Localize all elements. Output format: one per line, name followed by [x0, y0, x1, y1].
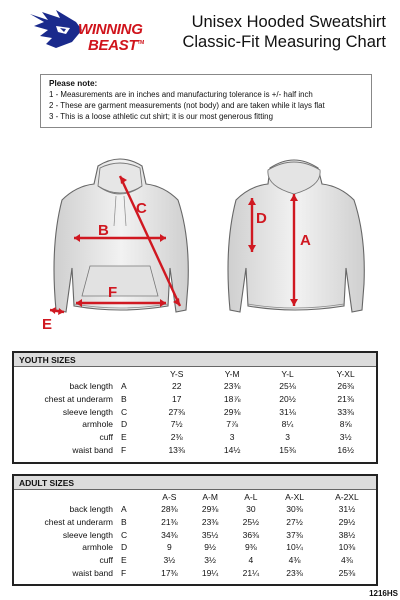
size-header: A-L: [244, 491, 258, 502]
measurement-value: 25⅜: [338, 567, 356, 578]
size-header: A-XL: [285, 491, 304, 502]
measurement-label: chest at underarm: [44, 394, 113, 405]
measurement-value: 4: [248, 555, 254, 566]
measurement-label: waist band: [72, 444, 113, 455]
measurement-value: 28⅜: [161, 504, 178, 515]
measurement-value: 35½: [201, 529, 219, 540]
measurement-code: D: [121, 542, 128, 553]
adult-size-grid: [14, 490, 376, 579]
size-header: Y-XL: [336, 368, 355, 379]
measurement-code: C: [121, 406, 128, 417]
size-header: Y-S: [170, 368, 184, 379]
note-line-2: 2 - These are garment measurements (not body) and are taken while it lays flat: [49, 101, 325, 110]
size-header: Y-M: [224, 368, 240, 379]
measurement-value: 3½: [163, 555, 176, 566]
table-row: [14, 528, 376, 541]
measurement-value: 22: [171, 381, 182, 392]
measurement-code: B: [121, 394, 127, 405]
measurement-label: armhole: [82, 419, 113, 430]
dimension-label-b: B: [98, 222, 109, 239]
dimension-label-a: A: [300, 232, 311, 249]
measurement-value: 2⅜: [170, 432, 183, 443]
measurement-value: 4⅜: [340, 555, 353, 566]
measurement-value: 37⅜: [286, 529, 303, 540]
measurement-value: 16½: [337, 444, 354, 455]
table-row: [14, 516, 376, 529]
measurement-value: 21⅜: [337, 394, 354, 405]
measurement-label: armhole: [82, 542, 113, 553]
table-row: [14, 566, 376, 579]
measurement-value: 27½: [286, 517, 303, 528]
measurement-value: 7⅞: [226, 419, 239, 430]
front-view-diagram: [38, 156, 203, 333]
size-header-row: [14, 367, 376, 380]
measurement-value: 10¼: [286, 542, 303, 553]
measurement-value: 9⅜: [244, 542, 257, 553]
brand-line2: [88, 37, 144, 54]
measurement-code: E: [121, 555, 127, 566]
measurement-code: A: [121, 504, 127, 515]
brand-line1: WINNING: [78, 21, 143, 38]
back-view-diagram: [214, 156, 379, 326]
notes-title: Please note:: [49, 79, 98, 88]
measurement-value: 17⅜: [161, 567, 178, 578]
measurement-value: 8⅝: [339, 419, 352, 430]
table-row: [14, 541, 376, 554]
adult-sizes-title: ADULT SIZES: [14, 476, 376, 490]
measurement-value: 30⅜: [286, 504, 303, 515]
measurement-value: 36⅜: [242, 529, 260, 540]
measurement-code: F: [121, 444, 127, 455]
measurement-value: 7½: [170, 419, 183, 430]
measurement-label: cuff: [99, 432, 113, 443]
measurement-value: 29⅜: [201, 504, 219, 515]
measurement-value: 20½: [279, 394, 296, 405]
youth-sizes-title: YOUTH SIZES: [14, 353, 376, 367]
trademark-mark: TM: [137, 40, 144, 46]
measurement-code: E: [121, 432, 127, 443]
measurement-label: back length: [69, 381, 113, 392]
table-row: [14, 393, 376, 406]
measurement-code: B: [121, 517, 127, 528]
measurement-value: 14½: [223, 444, 241, 455]
measurement-code: C: [121, 529, 128, 540]
size-header: Y-L: [281, 368, 294, 379]
title-line1: Unisex Hooded Sweatshirt: [191, 13, 386, 31]
measurement-code: F: [121, 567, 127, 578]
measurement-value: 30: [246, 504, 256, 515]
measurement-value: 8¼: [281, 419, 294, 430]
measurement-value: 33⅜: [337, 406, 354, 417]
dimension-label-e: E: [42, 316, 53, 333]
youth-sizes-table: [12, 351, 378, 464]
measurement-label: sleeve length: [62, 529, 113, 540]
measurement-value: 3: [229, 432, 235, 443]
table-row: [14, 443, 376, 456]
hoodie-back-illustration: [214, 156, 379, 326]
measurement-value: 4⅜: [288, 555, 301, 566]
measurement-value: 10⅜: [338, 542, 356, 553]
measurement-value: 29½: [338, 517, 356, 528]
measurement-value: 23⅜: [286, 567, 303, 578]
measurement-value: 3½: [204, 555, 217, 566]
measurement-label: cuff: [99, 555, 113, 566]
measurement-value: 38½: [338, 529, 356, 540]
measurement-value: 26⅜: [337, 381, 354, 392]
measurement-value: 9: [167, 542, 172, 553]
measurement-value: 31½: [338, 504, 356, 515]
table-row: [14, 380, 376, 393]
page-title: [182, 12, 386, 52]
measurement-value: 19¼: [201, 567, 219, 578]
measurement-value: 3½: [339, 432, 352, 443]
dimension-label-f: F: [108, 284, 118, 301]
measurement-value: 25⅛: [279, 381, 296, 392]
brand-line2-text: BEAST: [88, 37, 138, 54]
adult-sizes-table: [12, 474, 378, 586]
measurement-value: 27⅜: [168, 406, 185, 417]
measurement-value: 18⅞: [223, 394, 241, 405]
measurement-value: 21¼: [242, 567, 260, 578]
measurement-value: 13⅜: [168, 444, 185, 455]
measurement-value: 23⅜: [201, 517, 219, 528]
notes-box: [40, 74, 372, 128]
measurement-value: 34⅜: [161, 529, 178, 540]
product-code: 1216HS: [369, 589, 398, 598]
table-row: [14, 431, 376, 444]
note-line-1: 1 - Measurements are in inches and manufacturing tolerance is +/- half inch: [49, 90, 313, 99]
measurement-label: waist band: [72, 567, 113, 578]
size-header: A-M: [202, 491, 218, 502]
size-header: A-2XL: [335, 491, 359, 502]
dimension-label-c: C: [136, 200, 147, 217]
size-header-row: [14, 490, 376, 503]
table-row: [14, 418, 376, 431]
size-header: A-S: [162, 491, 177, 502]
dimension-label-d: D: [256, 210, 267, 227]
table-row: [14, 554, 376, 567]
brand-logo: [26, 8, 166, 54]
measurement-value: 23⅜: [223, 381, 241, 392]
measurement-value: 17: [171, 394, 182, 405]
table-row: [14, 503, 376, 516]
measurement-value: 21⅜: [161, 517, 178, 528]
note-line-3: 3 - This is a loose athletic cut shirt; it is our most generous fitting: [49, 112, 273, 121]
title-line2: Classic-Fit Measuring Chart: [182, 33, 386, 51]
measurement-code: A: [121, 381, 127, 392]
measurement-value: 15⅜: [279, 444, 296, 455]
beast-head-icon: [26, 8, 86, 54]
youth-size-grid: [14, 367, 376, 456]
table-row: [14, 405, 376, 418]
measurement-value: 29⅜: [223, 406, 241, 417]
measurement-value: 25½: [242, 517, 260, 528]
measurement-value: 31⅛: [279, 406, 296, 417]
measurement-label: chest at underarm: [44, 517, 113, 528]
measurement-code: D: [121, 419, 128, 430]
measurement-value: 3: [285, 432, 290, 443]
measurement-label: sleeve length: [62, 406, 113, 417]
measurement-value: 9½: [204, 542, 217, 553]
measurement-label: back length: [69, 504, 113, 515]
hoodie-front-illustration: [38, 156, 203, 326]
